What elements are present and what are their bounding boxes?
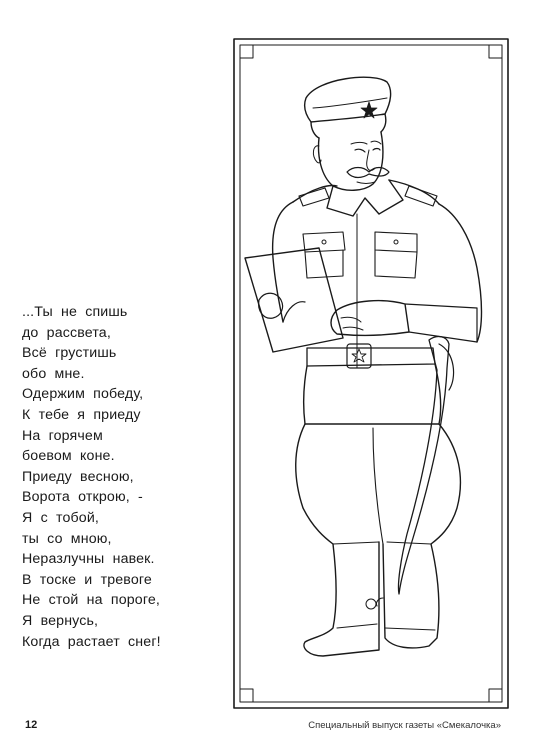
- poem-line: ты со мною,: [22, 530, 112, 547]
- poem-line: Приеду весною,: [22, 468, 134, 485]
- poem-line: Не стой на пороге,: [22, 592, 160, 609]
- poem-line: Когда растает снег!: [22, 633, 161, 650]
- frame-inner-border: [240, 45, 502, 702]
- spur-icon: [366, 599, 376, 609]
- soldier-figure: [245, 77, 482, 656]
- poem-line: Неразлучны навек.: [22, 551, 155, 568]
- poem-line: боевом коне.: [22, 448, 115, 465]
- poem-line: Всё грустишь: [22, 345, 117, 362]
- publication-title: Специальный выпуск газеты «Смекалочка»: [308, 720, 501, 731]
- poem-line: Ворота открою, -: [22, 489, 143, 506]
- poem-line: Я с тобой,: [22, 509, 100, 526]
- sabre: [398, 337, 449, 594]
- poem-line: В тоске и тревоге: [22, 571, 152, 588]
- buckle-star-icon: [352, 349, 366, 362]
- soldier-illustration: [233, 38, 509, 709]
- poem-line: К тебе я приеду: [22, 406, 141, 423]
- frame-outer-border: [234, 39, 508, 708]
- poem-line: ...Ты не спишь: [22, 304, 128, 320]
- poem-line: Одержим победу,: [22, 386, 144, 403]
- page-number: 12: [25, 719, 38, 731]
- poem-line: На горячем: [22, 427, 103, 444]
- poem-line: до рассвета,: [22, 324, 111, 341]
- poem-text: [22, 302, 232, 652]
- poem-line: обо мне.: [22, 365, 85, 382]
- poem-line: Я вернусь,: [22, 612, 99, 629]
- frame-corner-notches: [240, 45, 502, 702]
- illustration-frame: [233, 38, 509, 709]
